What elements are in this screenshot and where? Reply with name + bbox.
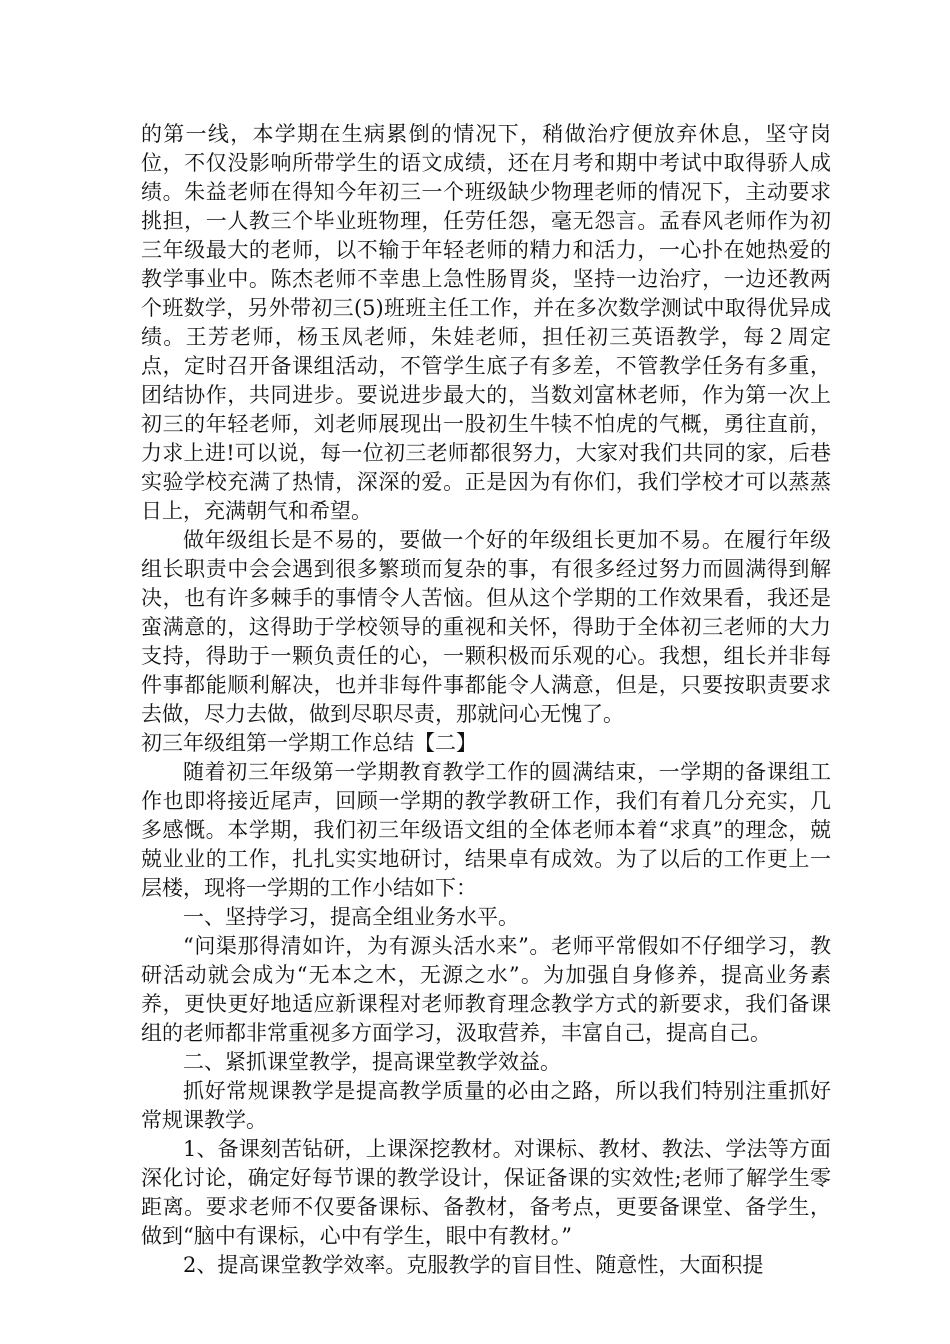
heading-point-two: 二、紧抓课堂教学，提高课堂教学效益。 [183,1050,561,1074]
list-item-1: 1、备课刻苦钻研，上课深挖教材。对课标、教材、教法、学法等方面深化讨论，确定好每节课的教学设计，保证备课的实效性;老师了解学生零距离。要求老师不仅要备课标、备教材，备考点，更要备课堂、备学生，做到“脑中有课标，心中有学生，眼中有教材。” [141,1137,831,1248]
paragraph-continuation: 的第一线，本学期在生病累倒的情况下，稍做治疗便放弃休息，坚守岗位，不仅没影响所带学生的语文成绩，还在月考和期中考试中取得骄人成绩。朱益老师在得知今年初三一个班级缺少物理老师的情况下，主动要求挑担，一人教三个毕业班物理，任劳任怨，毫无怨言。孟春风老师作为初三年级最大的老师，以不输于年轻老师的精力和活力，一心扑在她热爱的教学事业中。陈杰老师不幸患上急性肠胃炎，坚持一边治疗，一边还教两个班数学，另外带初三(5)班班主任工作，并在多次数学测试中取得优异成绩。王芳老师，杨玉凤老师，朱娃老师，担任初三英语教学，每２周定点，定时召开备课组活动，不管学生底子有多差，不管教学任务有多重，团结协作，共同进步。要说进步最大的，当数刘富林老师，作为第一次上初三的年轻老师，刘老师展现出一股初生牛犊不怕虎的气概，勇往直前，力求上进!可以说，每一位初三老师都很努力，大家对我们共同的家，后巷实验学校充满了热情，深深的爱。正是因为有你们，我们学校才可以蒸蒸日上，充满朝气和希望。 [141,122,831,523]
document-body [141,120,831,1280]
heading-point-one: 一、坚持学习，提高全组业务水平。 [183,905,519,929]
paragraph-routine-teaching: 抓好常规课教学是提高教学质量的必由之路，所以我们特别注重抓好常规课教学。 [141,1079,831,1132]
list-item-2: 2、提高课堂教学效率。克服教学的盲目性、随意性，大面积提 [183,1253,764,1277]
paragraph-intro: 随着初三年级第一学期教育教学工作的圆满结束，一学期的备课组工作也即将接近尾声，回顾一学期的教学教研工作，我们有着几分充实，几多感慨。本学期，我们初三年级语文组的全体老师本着“求真”的理念，兢兢业业的工作，扎扎实实地研讨，结果卓有成效。为了以后的工作更上一层楼，现将一学期的工作小结如下： [141,760,831,900]
section-heading: 初三年级组第一学期工作总结【二】 [141,731,477,755]
paragraph-study: “问渠那得清如许，为有源头活水来”。老师平常假如不仔细学习，教研活动就会成为“无本之木，无源之水”。为加强自身修养，提高业务素养，更快更好地适应新课程对老师教育理念教学方式的新要求，我们备课组的老师都非常重视多方面学习，汲取营养，丰富自己，提高自己。 [141,934,831,1045]
paragraph-group-leader: 做年级组长是不易的，要做一个好的年级组长更加不易。在履行年级组长职责中会会遇到很多繁琐而复杂的事，有很多经过努力而圆满得到解决，也有许多棘手的事情令人苦恼。但从这个学期的工作效果看，我还是蛮满意的，这得助于学校领导的重视和关怀，得助于全体初三老师的大力支持，得助于一颗负责任的心，一颗积极而乐观的心。我想，组长并非每件事都能顺利解决，也并非每件事都能令人满意，但是，只要按职责要求去做，尽力去做，做到尽职尽责，那就问心无愧了。 [141,528,831,726]
